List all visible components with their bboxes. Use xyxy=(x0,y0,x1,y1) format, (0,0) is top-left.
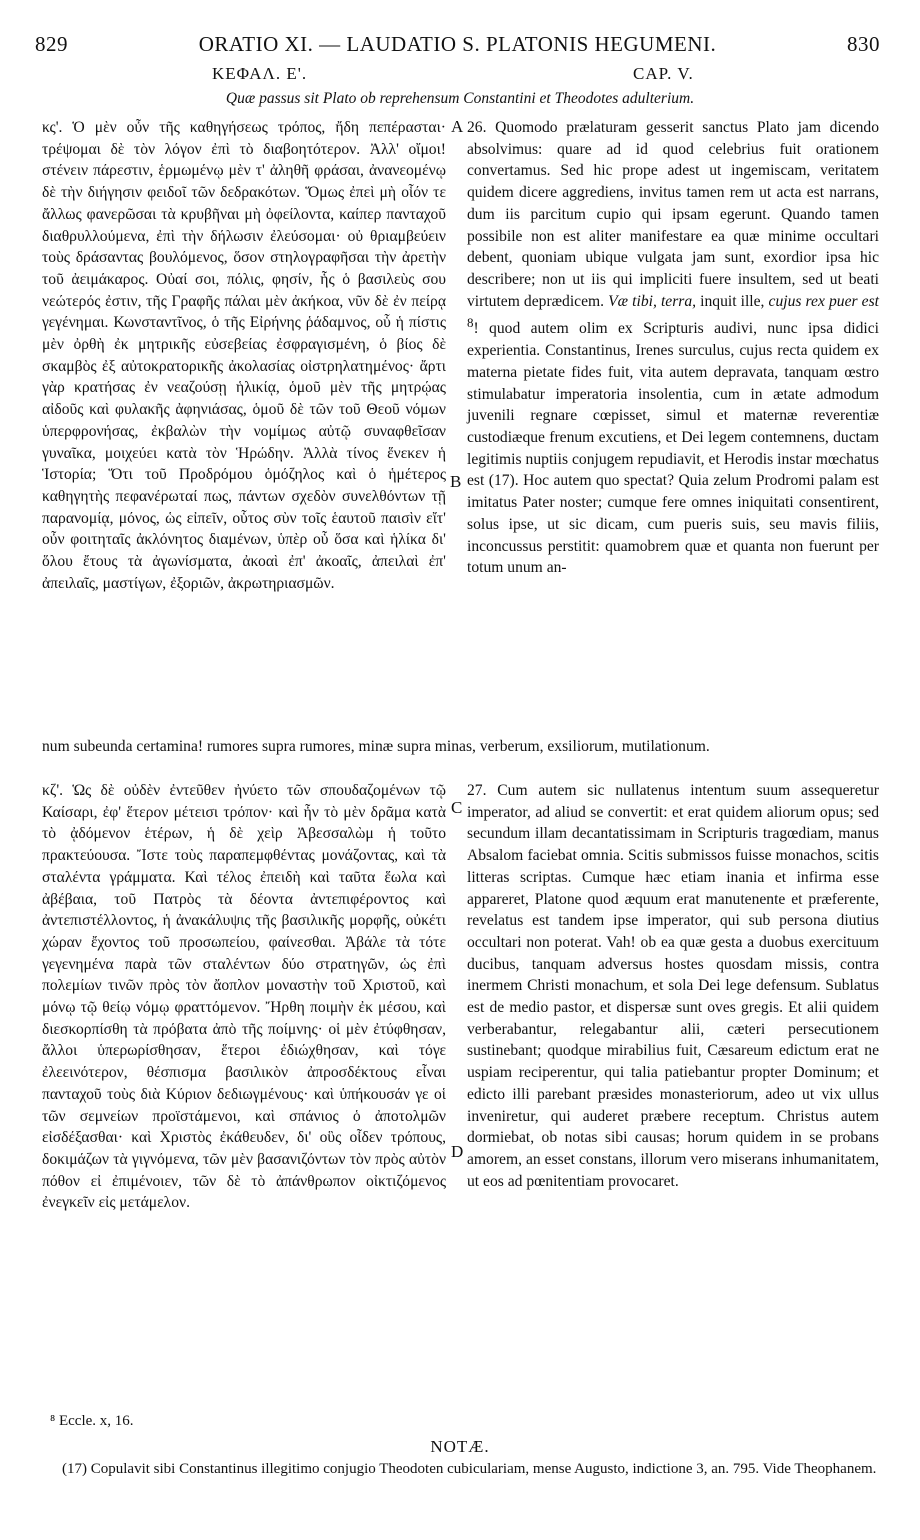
footnote: ⁸ Eccle. x, 16. xyxy=(50,1413,134,1429)
latin-text-26a: 26. Quomodo prælaturam gesserit sanctus Plato jam dicendo absolvimus: quare ad id quod celebrius fuit orationem convertamus. Sed hic prope adest ut ingemiscam, veritatem quidem dicere aggrediens, invitus tamen rem ut acta est narrans, dum iis parcitum cupio qui ipsam egerunt. Quando tamen possibile non est aliter manifestare ea quæ minime occultari debent, quoniam ubique vulgata jam sunt, exordior ipsa hic describere; non ut iis qui impliciti fuere insultem, sed ut beati virtutem deprædicem. xyxy=(467,119,879,310)
chapter-heading-greek: ΚΕΦΑΛ. Ε'. xyxy=(212,64,308,83)
note-17: (17) Copulavit sibi Constantinus illegitimo conjugio Theodoten cubiculariam, mense Augusto, indictione 3, an. 795. Vide Theophanem. xyxy=(62,1461,877,1477)
latin-text-26c: ! quod autem olim ex Scripturis audivi, nunc ipsa didici experientia. Constantinus, Irenes surculus, cujus recta quidem ex materna pietate fides fuit, vita autem depravata, tanquam œstro stimulabatur imperatoria insolentia, cum in ætate admodum juvenili regnare cœpisset, simul et maternæ reverentiæ custodiæque frenum excutiens, et Dei legem contemnens, ductam legitimis nuptiis conjugem repudiavit, et Herodis instar mœchatus est (17). Hoc autem quo spectat? Quia zelum Prodromi palam est imitatus Pater noster; cumque fere omnes iniquitati consentirent, solus ipse, ut sic dicam, cum pueris suis, seu mavis filiis, inconcussus perstitit: quamobrem quæ et quanta non fuerunt per totum unum an- xyxy=(467,320,879,577)
greek-paragraph-27: κζ'. Ὡς δὲ οὐδὲν ἐντεῦθεν ἠνύετο τῶν σπουδαζομένων τῷ Καίσαρι, ἐφ' ἕτερον μέτεισι τρόπον· καὶ ἦν τὸ μὲν δρᾶμα κατὰ τὸ ᾀδόμενον ἑτέρων, ἡ δὲ χεὶρ Ἀβεσσαλὼμ ἡ τοῦτο πρακτεύουσα. Ἴστε τοὺς παραπεμφθέντας μονάζοντας, καὶ τὰ σταλέντα γράμματα. Καὶ τέλος ἐπειδὴ καὶ ταῦτα ἕωλα καὶ ἀβέβαια, τοῦ Πατρὸς τὰ δέοντα ἀντεπιφέροντος καὶ ἀντεπιστέλλοντος, ἡ ἀνακάλυψις τῆς βασιλικῆς μορφῆς, οὐκέτι χώραν ἔχοντος τοῦ προσωπείου, φαίνεσθαι. Ἀβάλε τὰ τότε γεγενημένα παρὰ τῶν σταλέντων δύο στρατηγῶν, ὡς ἐπὶ πολεμίων τινῶν πρὸς τὸν ἄοπλον μοναστὴν τοῦ Χριστοῦ, καὶ μόνῳ τῷ θείῳ νόμῳ φραττόμενον. Ἤρθη ποιμὴν ἐκ μέσου, καὶ διεσκορπίσθη τὰ πρόβατα ἀπὸ τῆς ποίμνης· οἱ μὲν ἐτύφθησαν, ἄλλοι ὑπερωρίσθησαν, ἕτεροι ἐδιώχθησαν, καὶ τόγε ἐλεεινότερον, θέσπισμα βασιλικὸν ἀπροσδέκτους εἶναι πανταχοῦ τοὺς διὰ Κύριον δεδιωγμένους· καὶ ὑπήκουσάν γε οἱ τῶν σεμνείων προϊστάμενοι, καὶ σπάνιος ὁ ἀποτολμῶν εἰσδέξασθαι· καὶ Χριστὸς ἐκάθευδεν, δι' οὓς οἶδεν τρόπους, δοκιμάζων τὰ γιγνόμενα, τῶν μὲν βασανιζόντων τὸν πρὸς αὐτὸν πόθον εἰ ἐπιμένοιεν, τῶν δὲ τὸ ἀπάνθρωπον οἰκτιζόμενος ἐνεγκεῖν εἰς μετάμελον. xyxy=(42,782,446,1212)
scripture-quote-2: cujus rex puer est xyxy=(768,292,879,310)
latin-full-width-continuation: num subeunda certamina! rumores supra rumores, minæ supra minas, verberum, exsiliorum, mutilationum. xyxy=(42,738,710,755)
right-page-number: 830 xyxy=(847,32,880,56)
running-title: ORATIO XI. — LAUDATIO S. PLATONIS HEGUMENI. xyxy=(198,32,717,56)
greek-column-section-26 xyxy=(42,117,446,594)
left-page-number: 829 xyxy=(35,32,68,56)
latin-paragraph-27: 27. Cum autem sic nullatenus intentum suum assequeretur imperator, ad aliud se convertit: et erat quidem aliorum opus; sed secundum illam decantatissimam in Scripturis tragœdiam, manus Absalom faciebat omnia. Scitis submissos fuisse monachos, scitis litteras scriptas. Cumque hæc etiam inania et infirma esse appareret, Platone quod æquum erat manutenente et præferente, revelatus est tandem ipse imperator, qui sub persona diutius occultari non poterat. Vah! ob ea quæ gesta a duobus exercituum ducibus, tanquam adversus hostes quosdam missis, contra inermem Christi monachum, et sola Dei lege defensum. Sublatus est de medio pastor, et dispersæ sunt oves gregis. Et alii quidem verberabantur, relegabantur alii, cæteri persecutionem sustinebant; quodque mirabilius fuit, Cæsareum edictum erat ne uspiam reciperentur, qui talia patiebantur propter Dominum; et edicto illi parebant præsides monasteriorum, adeo ut vix ullus inveniretur, qui auderet præbere receptum. Christus autem dormiebat, ob notas sibi causas; horum quidem in se probans amorem, an esset constans, illorum vero miserans inhumanitatem, ut eos ad pœnitentiam provocaret. xyxy=(467,782,879,1190)
running-header xyxy=(35,32,880,62)
latin-paragraph-26 xyxy=(467,117,879,579)
scripture-quote: Væ tibi, terra, xyxy=(608,292,697,310)
latin-column-section-27 xyxy=(467,780,879,1192)
margin-marker-a: A xyxy=(451,117,464,136)
greek-column-section-27 xyxy=(42,780,446,1214)
greek-paragraph-26: κς'. Ὁ μὲν οὖν τῆς καθηγήσεως τρόπος, ἤδη πεπέρασται· τρέψομαι δὲ τὸν λόγον ἐπὶ τὸ διαβοητότερον. Ἀλλ' οἴμοι! στένειν πάρεστιν, ἑρμωμένῳ μὲν τ' ἀληθῆ φράσαι, ἀνανεομένῳ δὲ τὴν διήγησιν φειδοῖ τῶν δεδρακότων. Ὅμως ἐπεὶ μὴ οἷόν τε ἄλλως φανερῶσαι τὰ κρυβῆναι μὴ ὀφείλοντα, καίπερ πανταχοῦ διαθρυλλούμενα, ἐπὶ τὴν δήλωσιν ἐλεύσομαι· οὐ θριαμβεύειν τοὺς δράσαντας βουλόμενος, ὅσον στηλογραφῆσαι τὴν ἀρετὴν τοῦ ἀειμάκαρος. Οὐαί σοι, πόλις, φησίν, ἧς ὁ βασιλεὺς σου νεώτερός ἐστιν, τῆς Γραφῆς πάλαι μὲν ἀκήκοα, νῦν δὲ ἐν πείρᾳ γεγένημαι. Κωνσταντῖνος, ὁ τῆς Εἰρήνης ῥάδαμνος, οὗ ἡ πίστις μὲν ὀρθὴ ἐκ μητρικῆς εὐσεβείας ἐσφραγισμένη, ὁ βίος δὲ σκαμβὸς ἐξ αὐτοκρατορικῆς ἀκολασίας οἰστρηλατημένος· ἄρτι γὰρ κρατήσας ἐν νεαζούσῃ ἡλικίᾳ, ὁμοῦ μὲν τῆς μητρῴας αἰδοῦς καὶ φυλακῆς ἀφηνιάσας, ὁμοῦ δὲ τῶν τοῦ Θεοῦ νόμων ὑπερφρονήσας, ἐκβαλὼν τὴν νομίμως αὐτῷ συναφθεῖσαν γυναῖκα, μοιχεύει κατὰ τὸν Ἡρώδην. Ἀλλὰ τίνος ἕνεκεν ἡ Ἱστορία; Ὅτι τοῦ Προδρόμου ὁμόζηλος καὶ ὁ ἡμέτερος καθηγητὴς πεφανέρωταί πως, πάντων σχεδὸν συνελθόντων τῇ παρανομίᾳ, μόνος, ὡς εἰπεῖν, οὗτος σὺν τοῖς ἑαυτοῦ παισὶν εἴτ' οὖν φοιτηταῖς ἀκλόνητος διαμένων, ὑπὲρ οὗ ὅσα καὶ ἡλίκα δι' ὅλου ἔτους τὰ ἀγωνίσματα, ἀκοαὶ ἐπ' ἀκοαῖς, ἀπειλαὶ ἐπ' ἀπειλαῖς, μαστίγων, ἐξοριῶν, ἀκρωτηριασμῶν. xyxy=(42,119,446,592)
latin-text-26b: inquit ille, xyxy=(700,292,765,310)
chapter-heading-latin: CAP. V. xyxy=(633,64,694,83)
notes-heading: NOTÆ. xyxy=(430,1437,490,1456)
footnote-reference: 8 xyxy=(467,315,474,331)
margin-marker-d: D xyxy=(451,1142,464,1161)
chapter-summary: Quæ passus sit Plato ob reprehensum Constantini et Theodotes adulterium. xyxy=(225,90,695,107)
margin-marker-c: C xyxy=(451,798,463,817)
latin-column-section-26 xyxy=(467,117,879,579)
margin-marker-b: B xyxy=(450,472,462,491)
